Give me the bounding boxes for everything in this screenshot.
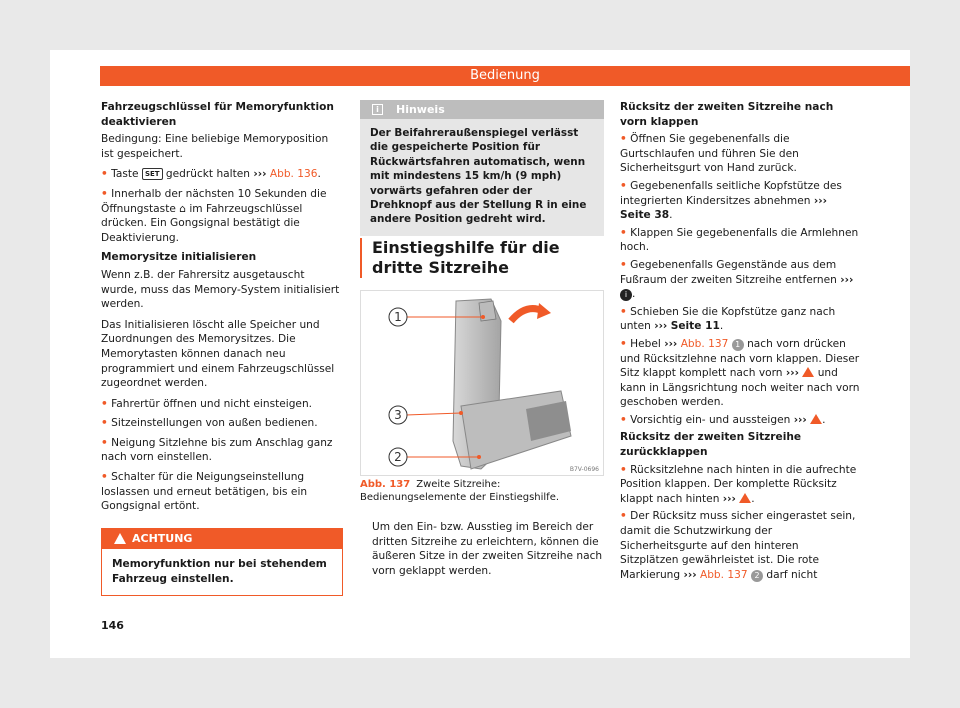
list-item: • Fahrertür öffnen und nicht einsteigen. [101,397,313,410]
text: Taste [111,168,139,181]
text: Rücksitzlehne nach hinten in die aufrechte Position klappen. Der komplette Rücksitz klappt nach hinten [620,463,857,505]
text: und kann in Längsrichtung noch weiter nach vorn geschoben werden. [620,367,860,409]
figure-label-3: 3 [394,408,402,422]
text: Gegebenenfalls Gegenstände aus dem Fußraum der zweiten Sitzreihe entfernen [620,258,837,286]
list-item: • Sitzeinstellungen von außen bedienen. [101,417,318,430]
warning-title: ACHTUNG [132,531,193,545]
warning-body: Memoryfunktion nur bei stehendem Fahrzeug einstellen. [112,558,327,586]
figure-seat [360,290,604,476]
warning-icon [802,367,814,377]
arrow-head-icon [537,303,551,319]
page-number: 146 [101,619,124,632]
list-item: • Der Rücksitz muss sicher eingerastet sein, damit die Schutzwirkung der Sicherheitsgurte auf den hinteren Sitzplätzen gewährleistet ist. Die rote Markierung ››› Abb. 137 2 darf nicht [620,510,856,581]
list-item: • Gegebenenfalls Gegenstände aus dem Fußraum der zweiten Sitzreihe entfernen ››› i . [620,258,854,301]
set-key-icon: SET [142,168,163,180]
caption-text: Zweite Sitzreihe: Bedienungselemente der Einstiegshilfe. [360,479,560,503]
note-title: Hinweis [396,103,445,116]
figure-link[interactable]: Abb. 137 [699,568,748,581]
number-circle-icon: 1 [732,339,744,351]
seat-illustration [361,291,603,475]
text: Innerhalb der nächsten 10 Sekunden die Öffnungstaste ⌂ im Fahrzeugschlüssel drücken. Ein Gongsignal bestätigt die Deaktivierung. [101,187,327,244]
warning-icon [739,493,751,503]
arrow-icon: ››› [785,367,799,380]
warning-box [101,528,343,596]
list-item: • Rücksitzlehne nach hinten in die aufrechte Position klappen. Der komplette Rücksitz klappt nach hinten ››› . [620,463,857,505]
warning-icon [114,533,126,544]
note-body: Der Beifahreraußenspiegel verlässt die gespeicherte Position für Rückwärtsfahren automatisch, wenn mit mindestens 15 km/h (9 mph) vorwärts gefahren oder der Drehknopf aus der Stellung R in eine andere Position gedreht wird. [370,127,587,226]
warning-header [102,529,342,550]
paragraph: Das Initialisieren löscht alle Speicher und Zuordnungen des Memorysitzes. Die Memorytasten können danach neu programmiert und einem Fahrzeugschlüssel zugeordnet werden. [101,318,335,390]
heading-fold-forward: Rücksitz der zweiten Sitzreihe nach vorn klappen [620,101,834,128]
list-item: • Gegebenenfalls seitliche Kopfstütze des integrierten Kindersitzes abnehmen ››› Seite 38. [620,179,842,222]
list-item: • Neigung Sitzlehne bis zum Anschlag ganz nach vorn einstellen. [101,436,333,464]
text: Fahrertür öffnen und nicht einsteigen. [111,397,313,410]
figure-caption [360,478,604,504]
warning-icon [810,414,822,424]
callout-dot [459,411,463,415]
text: Schalter für die Neigungseinstellung loslassen und erneut betätigen, bis ein Gongsignal ertönt. [101,471,308,513]
text: darf nicht [766,568,818,581]
arrow-icon: ››› [253,168,267,181]
figure-link[interactable]: Abb. 137 [680,337,729,350]
arrow-icon: ››› [840,273,854,286]
text: Der Rücksitz muss sicher eingerastet sein, damit die Schutzwirkung der Sicherheitsgurte auf den hinteren Sitzplätzen gewährleistet ist. Die rote Markierung [620,510,856,581]
callout-line [406,413,461,415]
page-link[interactable]: Seite 11 [670,320,720,333]
text: nach vorn drücken und Rücksitzlehne nach vorn klappen. Dieser Sitz klappt komplett nach vorn [620,337,860,380]
text: Hebel [630,337,661,350]
column-3 [620,100,860,585]
text: Klappen Sie gegebenenfalls die Armlehnen hoch. [620,226,859,254]
arrow-icon: ››› [683,568,697,581]
list-item: • Hebel ››› Abb. 137 1 nach vorn drücken und Rücksitzlehne nach vorn klappen. Dieser Sitz klappt komplett nach vorn ››› und kann in Längsrichtung noch weiter nach vorn geschoben werden. [620,337,860,409]
column-1 [101,100,343,596]
heading-deactivate: Fahrzeugschlüssel für Memoryfunktion deaktivieren [101,101,334,128]
text: Sitzeinstellungen von außen bedienen. [111,417,318,430]
figure-label-1: 1 [394,310,402,324]
list-item: • Innerhalb der nächsten 10 Sekunden die Öffnungstaste ⌂ im Fahrzeugschlüssel drücken. Ein Gongsignal bestätigt die Deaktivierung. [101,187,327,244]
info-icon: i [372,104,383,115]
note-box [360,100,604,236]
arrow-icon: ››› [654,320,668,333]
text: Vorsichtig ein- und aussteigen [630,413,791,426]
note-header [360,100,604,119]
arrow-icon: ››› [813,194,827,207]
text: gedrückt halten [165,168,250,181]
figure-code: B7V-0696 [569,466,599,473]
page-header: Bedienung [100,66,910,86]
paragraph-condition: Bedingung: Eine beliebige Memoryposition ist gespeichert. [101,133,329,160]
heading-fold-back: Rücksitz der zweiten Sitzreihe zurückklappen [620,431,802,459]
text: Gegebenenfalls seitliche Kopfstütze des integrierten Kindersitzes abnehmen [620,179,842,207]
list-item: • Öffnen Sie gegebenenfalls die Gurtschlaufen und führen Sie den Sicherheitsgurt von Hand zurück. [620,133,799,175]
caption-label: Abb. 137 [360,479,411,490]
section-title: Einstiegshilfe für die dritte Sitzreihe [360,238,604,278]
paragraph: Um den Ein- bzw. Ausstieg im Bereich der dritten Sitzreihe zu erleichtern, können die äußeren Sitze in der zweiten Sitzreihe nach vorn geklappt werden. [372,521,603,577]
list-item: • Taste SET gedrückt halten ››› Abb. 136. [101,168,321,181]
list-item: • Vorsichtig ein- und aussteigen ››› . [620,413,826,426]
text: Schieben Sie die Kopfstütze ganz nach unten [620,305,836,333]
info-circle-icon: i [620,289,632,301]
callout-dot [477,455,481,459]
arrow-icon: ››› [793,413,807,426]
heading-initialize: Memorysitze initialisieren [101,251,257,264]
text: Öffnen Sie gegebenenfalls die Gurtschlaufen und führen Sie den Sicherheitsgurt von Hand zurück. [620,133,799,175]
list-item: • Schieben Sie die Kopfstütze ganz nach unten ››› Seite 11. [620,305,836,333]
figure-link[interactable]: Abb. 136 [269,168,318,181]
paragraph: Wenn z.B. der Fahrersitz ausgetauscht wurde, muss das Memory-System initialisiert werden. [101,268,340,311]
callout-dot [481,315,485,319]
page-link[interactable]: Seite 38 [620,209,670,222]
list-item: • Schalter für die Neigungseinstellung loslassen und erneut betätigen, bis ein Gongsignal ertönt. [101,471,308,513]
list-item: • Klappen Sie gegebenenfalls die Armlehnen hoch. [620,226,859,254]
text: Neigung Sitzlehne bis zum Anschlag ganz nach vorn einstellen. [101,436,333,464]
number-circle-icon: 2 [751,570,763,582]
figure-label-2: 2 [394,450,402,464]
text: . [317,168,321,181]
arrow-icon: ››› [722,492,736,505]
arrow-icon: ››› [664,337,678,350]
